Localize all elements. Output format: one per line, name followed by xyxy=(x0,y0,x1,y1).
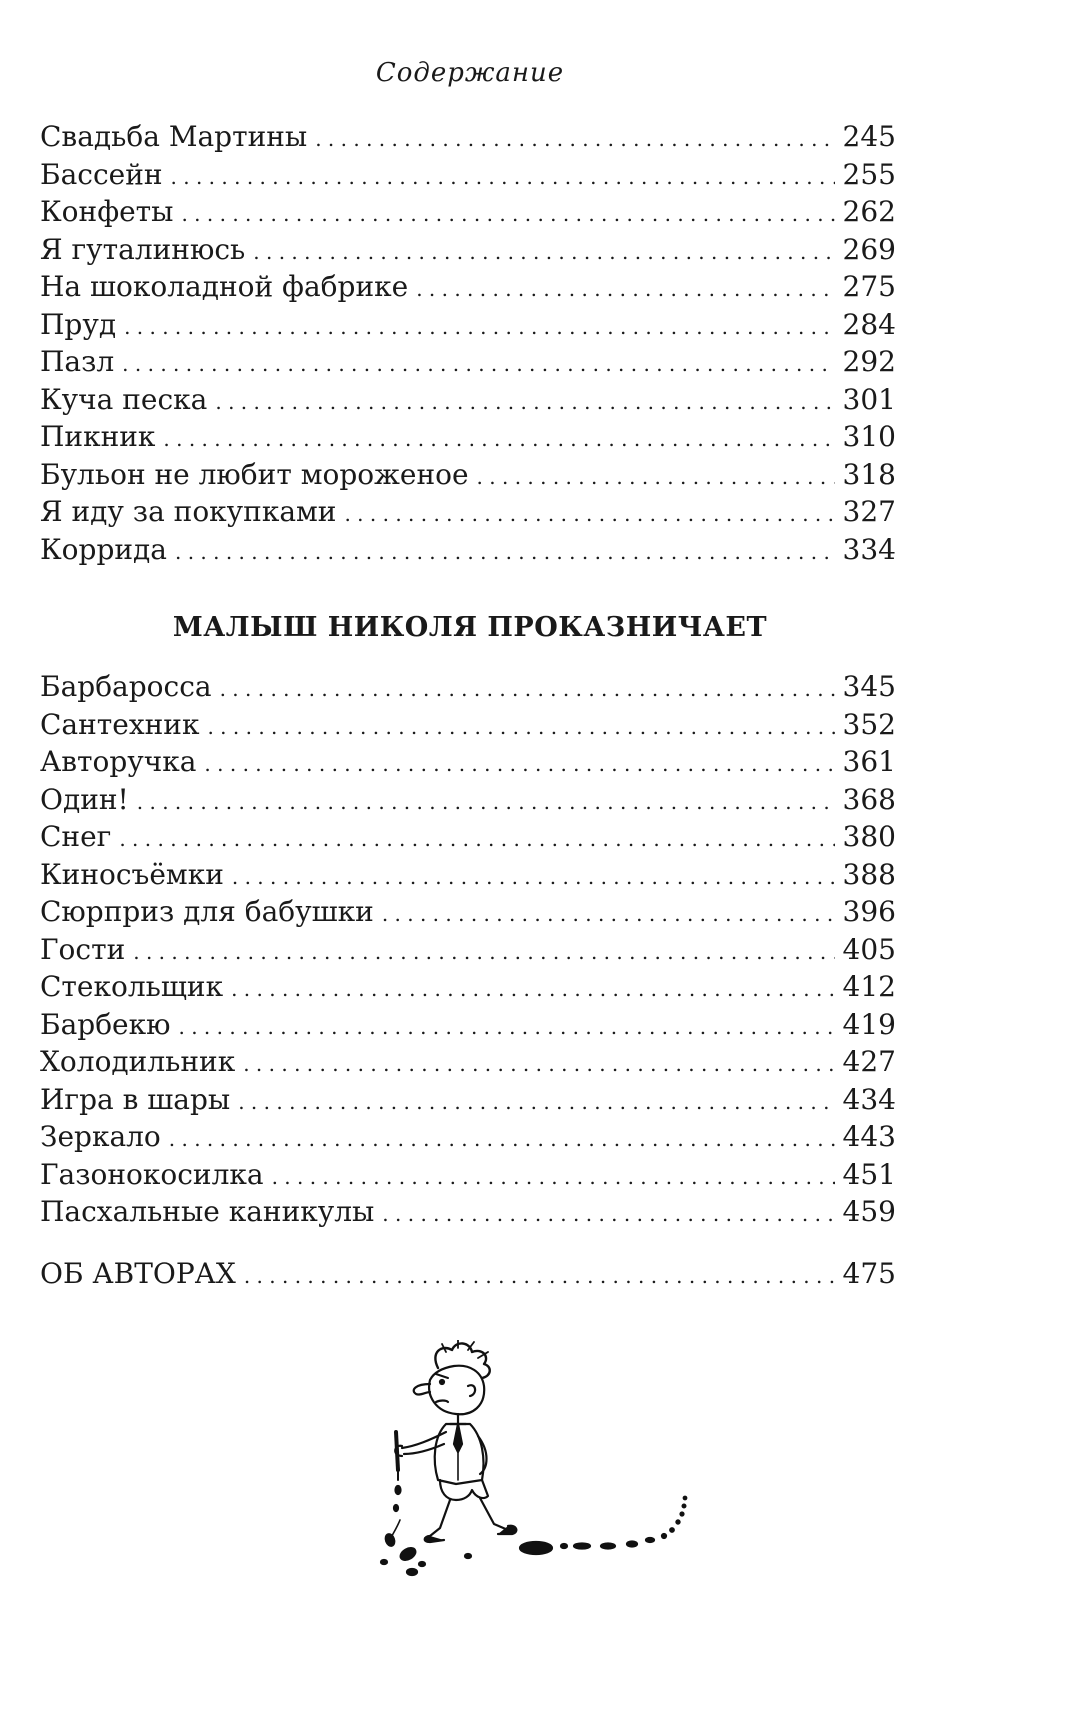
toc-entry-title: Один! xyxy=(40,782,129,816)
toc-entry-page: 262 xyxy=(842,195,896,228)
toc-entry[interactable] xyxy=(40,493,896,531)
dot-leader xyxy=(215,384,834,422)
dot-leader xyxy=(344,496,834,534)
pen xyxy=(396,1432,398,1470)
toc-entry-title: Пазл xyxy=(40,345,115,378)
toc-entry[interactable] xyxy=(40,1006,896,1044)
dot-leader xyxy=(179,1009,835,1047)
dot-leader xyxy=(137,784,835,822)
toc-about-authors xyxy=(40,1255,896,1293)
dot-leader xyxy=(315,121,834,159)
toc-entry[interactable] xyxy=(40,231,896,269)
toc-entry[interactable] xyxy=(40,531,896,569)
toc-entry-title: Барбекю xyxy=(40,1007,171,1041)
toc-entry-title: Бассейн xyxy=(40,157,163,191)
toc-entry-page: 427 xyxy=(842,1045,896,1078)
toc-entry[interactable] xyxy=(40,156,896,194)
toc-entry[interactable] xyxy=(40,418,896,456)
toc-entry-page: 380 xyxy=(842,820,896,853)
toc-entry[interactable] xyxy=(40,743,896,781)
toc-entry[interactable] xyxy=(40,1043,896,1081)
toc-entry-page: 419 xyxy=(842,1007,896,1041)
toc-entry[interactable] xyxy=(40,818,896,856)
toc-entry-page: 352 xyxy=(842,707,896,741)
dot-leader xyxy=(169,1121,835,1159)
toc-entry-page: 412 xyxy=(842,970,896,1003)
dot-leader xyxy=(382,1196,834,1234)
toc-entry[interactable] xyxy=(40,706,896,744)
toc-entry-page: 292 xyxy=(842,345,896,378)
toc-entry-title: Авторучка xyxy=(40,745,197,778)
toc-entry[interactable] xyxy=(40,968,896,1006)
dot-leader xyxy=(243,1046,834,1084)
dot-leader xyxy=(253,234,834,272)
dot-leader xyxy=(181,196,834,234)
toc-entry-page: 318 xyxy=(842,457,896,491)
toc-entry-page: 475 xyxy=(842,1257,896,1290)
toc-entry[interactable] xyxy=(40,193,896,231)
toc-entry[interactable] xyxy=(40,118,896,156)
dot-leader xyxy=(231,971,834,1009)
dot-leader xyxy=(244,1258,835,1296)
toc-entry[interactable] xyxy=(40,1193,896,1231)
running-header: Содержание xyxy=(375,58,565,88)
toc-entry[interactable] xyxy=(40,1081,896,1119)
toc-entry-title: Газонокосилка xyxy=(40,1157,264,1191)
dot-leader xyxy=(232,859,835,897)
toc-entry-page: 459 xyxy=(842,1195,896,1228)
toc-entry-title: На шоколадной фабрике xyxy=(40,270,409,303)
dot-leader xyxy=(238,1084,834,1122)
dot-leader xyxy=(220,671,835,709)
toc-entry-page: 310 xyxy=(842,420,896,453)
toc-entry-page: 284 xyxy=(842,307,896,341)
toc-entry-page: 334 xyxy=(842,532,896,566)
toc-entry[interactable] xyxy=(40,1156,896,1194)
toc-entry-title: Я гуталинюсь xyxy=(40,232,246,266)
toc-entry-title: Гости xyxy=(40,932,126,966)
dot-leader xyxy=(163,421,834,459)
toc-entry-title: Холодильник xyxy=(40,1045,236,1078)
toc-entry-page: 361 xyxy=(842,745,896,778)
toc-entry[interactable] xyxy=(40,306,896,344)
toc-part-2 xyxy=(40,668,896,1231)
toc-entry-page: 345 xyxy=(842,670,896,703)
toc-entry-page: 301 xyxy=(842,382,896,416)
toc-entry-title: Коррида xyxy=(40,532,167,566)
toc-entry[interactable] xyxy=(40,856,896,894)
toc-entry-page: 275 xyxy=(842,270,896,303)
nose xyxy=(414,1384,430,1395)
toc-entry-page: 368 xyxy=(842,782,896,816)
toc-entry-title: Снег xyxy=(40,820,112,853)
toc-entry-title: Конфеты xyxy=(40,195,174,228)
toc-entry-page: 245 xyxy=(842,120,896,153)
toc-entry-title: Бульон не любит мороженое xyxy=(40,457,469,491)
dot-leader xyxy=(382,896,835,934)
toc-entry[interactable] xyxy=(40,1118,896,1156)
dot-leader xyxy=(272,1159,835,1197)
dot-leader xyxy=(207,709,834,747)
toc-part-1 xyxy=(40,118,896,568)
dot-leader xyxy=(124,309,834,347)
tie xyxy=(454,1424,462,1452)
dot-leader xyxy=(477,459,835,497)
dot-leader xyxy=(416,271,834,309)
toc-entry-title: ОБ АВТОРАХ xyxy=(40,1257,236,1290)
dot-leader xyxy=(175,534,835,572)
toc-entry-title: Киносъёмки xyxy=(40,857,224,891)
toc-entry-page: 451 xyxy=(842,1157,896,1191)
toc-entry-page: 255 xyxy=(842,157,896,191)
dot-leader xyxy=(171,159,835,197)
toc-entry-title: Свадьба Мартины xyxy=(40,120,308,153)
toc-entry-title: Стекольщик xyxy=(40,970,224,1003)
toc-entry-title: Барбаросса xyxy=(40,670,212,703)
toc-entry[interactable] xyxy=(40,381,896,419)
toc-entry[interactable] xyxy=(40,343,896,381)
toc-entry-page: 396 xyxy=(842,895,896,928)
toc-entry[interactable] xyxy=(40,456,896,494)
dot-leader xyxy=(133,934,834,972)
toc-entry-page: 443 xyxy=(842,1120,896,1153)
section-heading: МАЛЫШ НИКОЛЯ ПРОКАЗНИЧАЕТ xyxy=(172,612,768,643)
toc-entry-title: Зеркало xyxy=(40,1120,161,1153)
toc-entry-title: Сюрприз для бабушки xyxy=(40,895,374,928)
toc-entry-title: Пруд xyxy=(40,307,117,341)
toc-entry[interactable] xyxy=(40,268,896,306)
toc-entry-title: Игра в шары xyxy=(40,1082,231,1116)
toc-entry-page: 327 xyxy=(842,495,896,528)
toc-entry-about[interactable] xyxy=(40,1255,896,1293)
boy-illustration xyxy=(360,1340,760,1620)
toc-entry-page: 269 xyxy=(842,232,896,266)
dot-leader xyxy=(204,746,834,784)
toc-entry-title: Пасхальные каникулы xyxy=(40,1195,375,1228)
toc-entry-title: Сантехник xyxy=(40,707,200,741)
toc-entry[interactable] xyxy=(40,893,896,931)
dot-leader xyxy=(122,346,834,384)
toc-entry[interactable] xyxy=(40,781,896,819)
toc-entry-page: 434 xyxy=(842,1082,896,1116)
toc-entry-title: Я иду за покупками xyxy=(40,495,337,528)
toc-entry[interactable] xyxy=(40,668,896,706)
toc-entry[interactable] xyxy=(40,931,896,969)
toc-entry-page: 388 xyxy=(842,857,896,891)
toc-entry-page: 405 xyxy=(842,932,896,966)
dot-leader xyxy=(119,821,834,859)
toc-entry-title: Куча песка xyxy=(40,382,208,416)
toc-entry-title: Пикник xyxy=(40,420,156,453)
